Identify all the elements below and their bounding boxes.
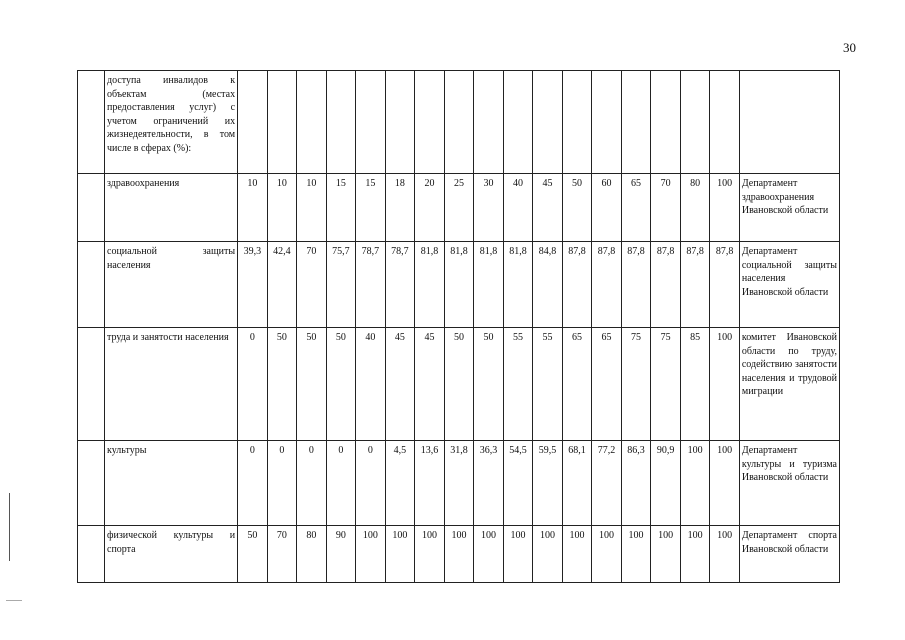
value-cell [621,71,651,174]
row-number-cell [78,328,105,441]
responsible-cell: Департамент социальной защиты населения Ивановской области [739,242,839,328]
value-cell: 25 [444,174,474,242]
value-cell: 75,7 [326,242,356,328]
value-cell: 15 [326,174,356,242]
value-cell: 0 [238,328,268,441]
value-cell: 45 [533,174,563,242]
value-cell: 100 [592,526,622,583]
value-cell: 50 [297,328,327,441]
value-cell [238,71,268,174]
value-cell: 55 [533,328,563,441]
value-cell: 87,8 [562,242,592,328]
value-cell: 0 [297,441,327,526]
value-cell: 81,8 [444,242,474,328]
table-row [78,441,840,526]
value-cell: 87,8 [651,242,681,328]
responsible-cell: Департамент культуры и туризма Ивановской области [739,441,839,526]
value-cell: 78,7 [356,242,386,328]
value-cell: 13,6 [415,441,445,526]
value-cell: 39,3 [238,242,268,328]
value-cell: 87,8 [680,242,710,328]
value-cell: 100 [415,526,445,583]
value-cell: 45 [385,328,415,441]
value-cell [651,71,681,174]
value-cell: 60 [592,174,622,242]
value-cell: 87,8 [621,242,651,328]
table-row [78,242,840,328]
value-cell: 77,2 [592,441,622,526]
value-cell: 50 [444,328,474,441]
value-cell: 50 [267,328,297,441]
value-cell: 55 [503,328,533,441]
value-cell: 100 [680,526,710,583]
value-cell: 40 [356,328,386,441]
row-label: культуры [105,441,238,526]
table-row [78,174,840,242]
row-label: труда и занятости населения [105,328,238,441]
value-cell: 36,3 [474,441,504,526]
value-cell [385,71,415,174]
row-label: здравоохранения [105,174,238,242]
value-cell [267,71,297,174]
value-cell: 87,8 [592,242,622,328]
indicator-table [77,70,840,583]
value-cell: 42,4 [267,242,297,328]
value-cell: 65 [562,328,592,441]
value-cell: 100 [680,441,710,526]
row-label: социальной защиты населения [105,242,238,328]
value-cell: 100 [562,526,592,583]
value-cell [297,71,327,174]
value-cell: 10 [267,174,297,242]
table-row [78,71,840,174]
value-cell: 4,5 [385,441,415,526]
value-cell: 20 [415,174,445,242]
value-cell: 70 [297,242,327,328]
value-cell: 65 [592,328,622,441]
value-cell: 15 [356,174,386,242]
value-cell [680,71,710,174]
value-cell: 100 [503,526,533,583]
value-cell: 84,8 [533,242,563,328]
value-cell: 81,8 [474,242,504,328]
value-cell: 100 [621,526,651,583]
row-number-cell [78,174,105,242]
value-cell: 0 [356,441,386,526]
value-cell: 70 [651,174,681,242]
value-cell: 87,8 [710,242,740,328]
value-cell: 0 [326,441,356,526]
table-row [78,526,840,583]
value-cell: 50 [562,174,592,242]
value-cell: 70 [267,526,297,583]
value-cell: 100 [474,526,504,583]
value-cell: 10 [238,174,268,242]
value-cell: 68,1 [562,441,592,526]
responsible-cell: комитет Ивановской области по труду, содействию занятости населения и трудовой миграции [739,328,839,441]
value-cell [415,71,445,174]
value-cell: 85 [680,328,710,441]
value-cell [444,71,474,174]
value-cell: 81,8 [503,242,533,328]
value-cell: 10 [297,174,327,242]
value-cell [474,71,504,174]
value-cell [533,71,563,174]
value-cell: 100 [385,526,415,583]
value-cell: 30 [474,174,504,242]
row-label: физической культуры и спорта [105,526,238,583]
value-cell: 81,8 [415,242,445,328]
row-number-cell [78,242,105,328]
value-cell [710,71,740,174]
value-cell: 31,8 [444,441,474,526]
responsible-cell [739,71,839,174]
value-cell: 100 [533,526,563,583]
value-cell: 90 [326,526,356,583]
value-cell: 18 [385,174,415,242]
value-cell: 100 [710,526,740,583]
value-cell: 50 [238,526,268,583]
value-cell: 54,5 [503,441,533,526]
value-cell [592,71,622,174]
value-cell [562,71,592,174]
value-cell: 100 [710,328,740,441]
value-cell: 65 [621,174,651,242]
margin-mark [6,600,22,601]
value-cell: 80 [297,526,327,583]
row-number-cell [78,71,105,174]
page-number: 30 [843,40,856,55]
value-cell [503,71,533,174]
row-number-cell [78,526,105,583]
value-cell: 75 [651,328,681,441]
value-cell: 100 [710,174,740,242]
value-cell: 100 [710,441,740,526]
value-cell: 90,9 [651,441,681,526]
value-cell: 0 [267,441,297,526]
value-cell: 78,7 [385,242,415,328]
value-cell: 100 [356,526,386,583]
row-label: доступа инвалидов к объектам (местах предоставления услуг) с учетом ограничений их жизнедеятельности, в том числе в сферах (%): [105,71,238,174]
value-cell [356,71,386,174]
value-cell: 45 [415,328,445,441]
value-cell: 40 [503,174,533,242]
value-cell: 86,3 [621,441,651,526]
margin-mark [9,493,10,561]
responsible-cell: Департамент здравоохранения Ивановской области [739,174,839,242]
value-cell: 80 [680,174,710,242]
value-cell: 75 [621,328,651,441]
value-cell: 59,5 [533,441,563,526]
value-cell: 50 [326,328,356,441]
value-cell: 100 [444,526,474,583]
row-number-cell [78,441,105,526]
value-cell: 50 [474,328,504,441]
responsible-cell: Департамент спорта Ивановской области [739,526,839,583]
value-cell: 100 [651,526,681,583]
table-row [78,328,840,441]
value-cell [326,71,356,174]
value-cell: 0 [238,441,268,526]
